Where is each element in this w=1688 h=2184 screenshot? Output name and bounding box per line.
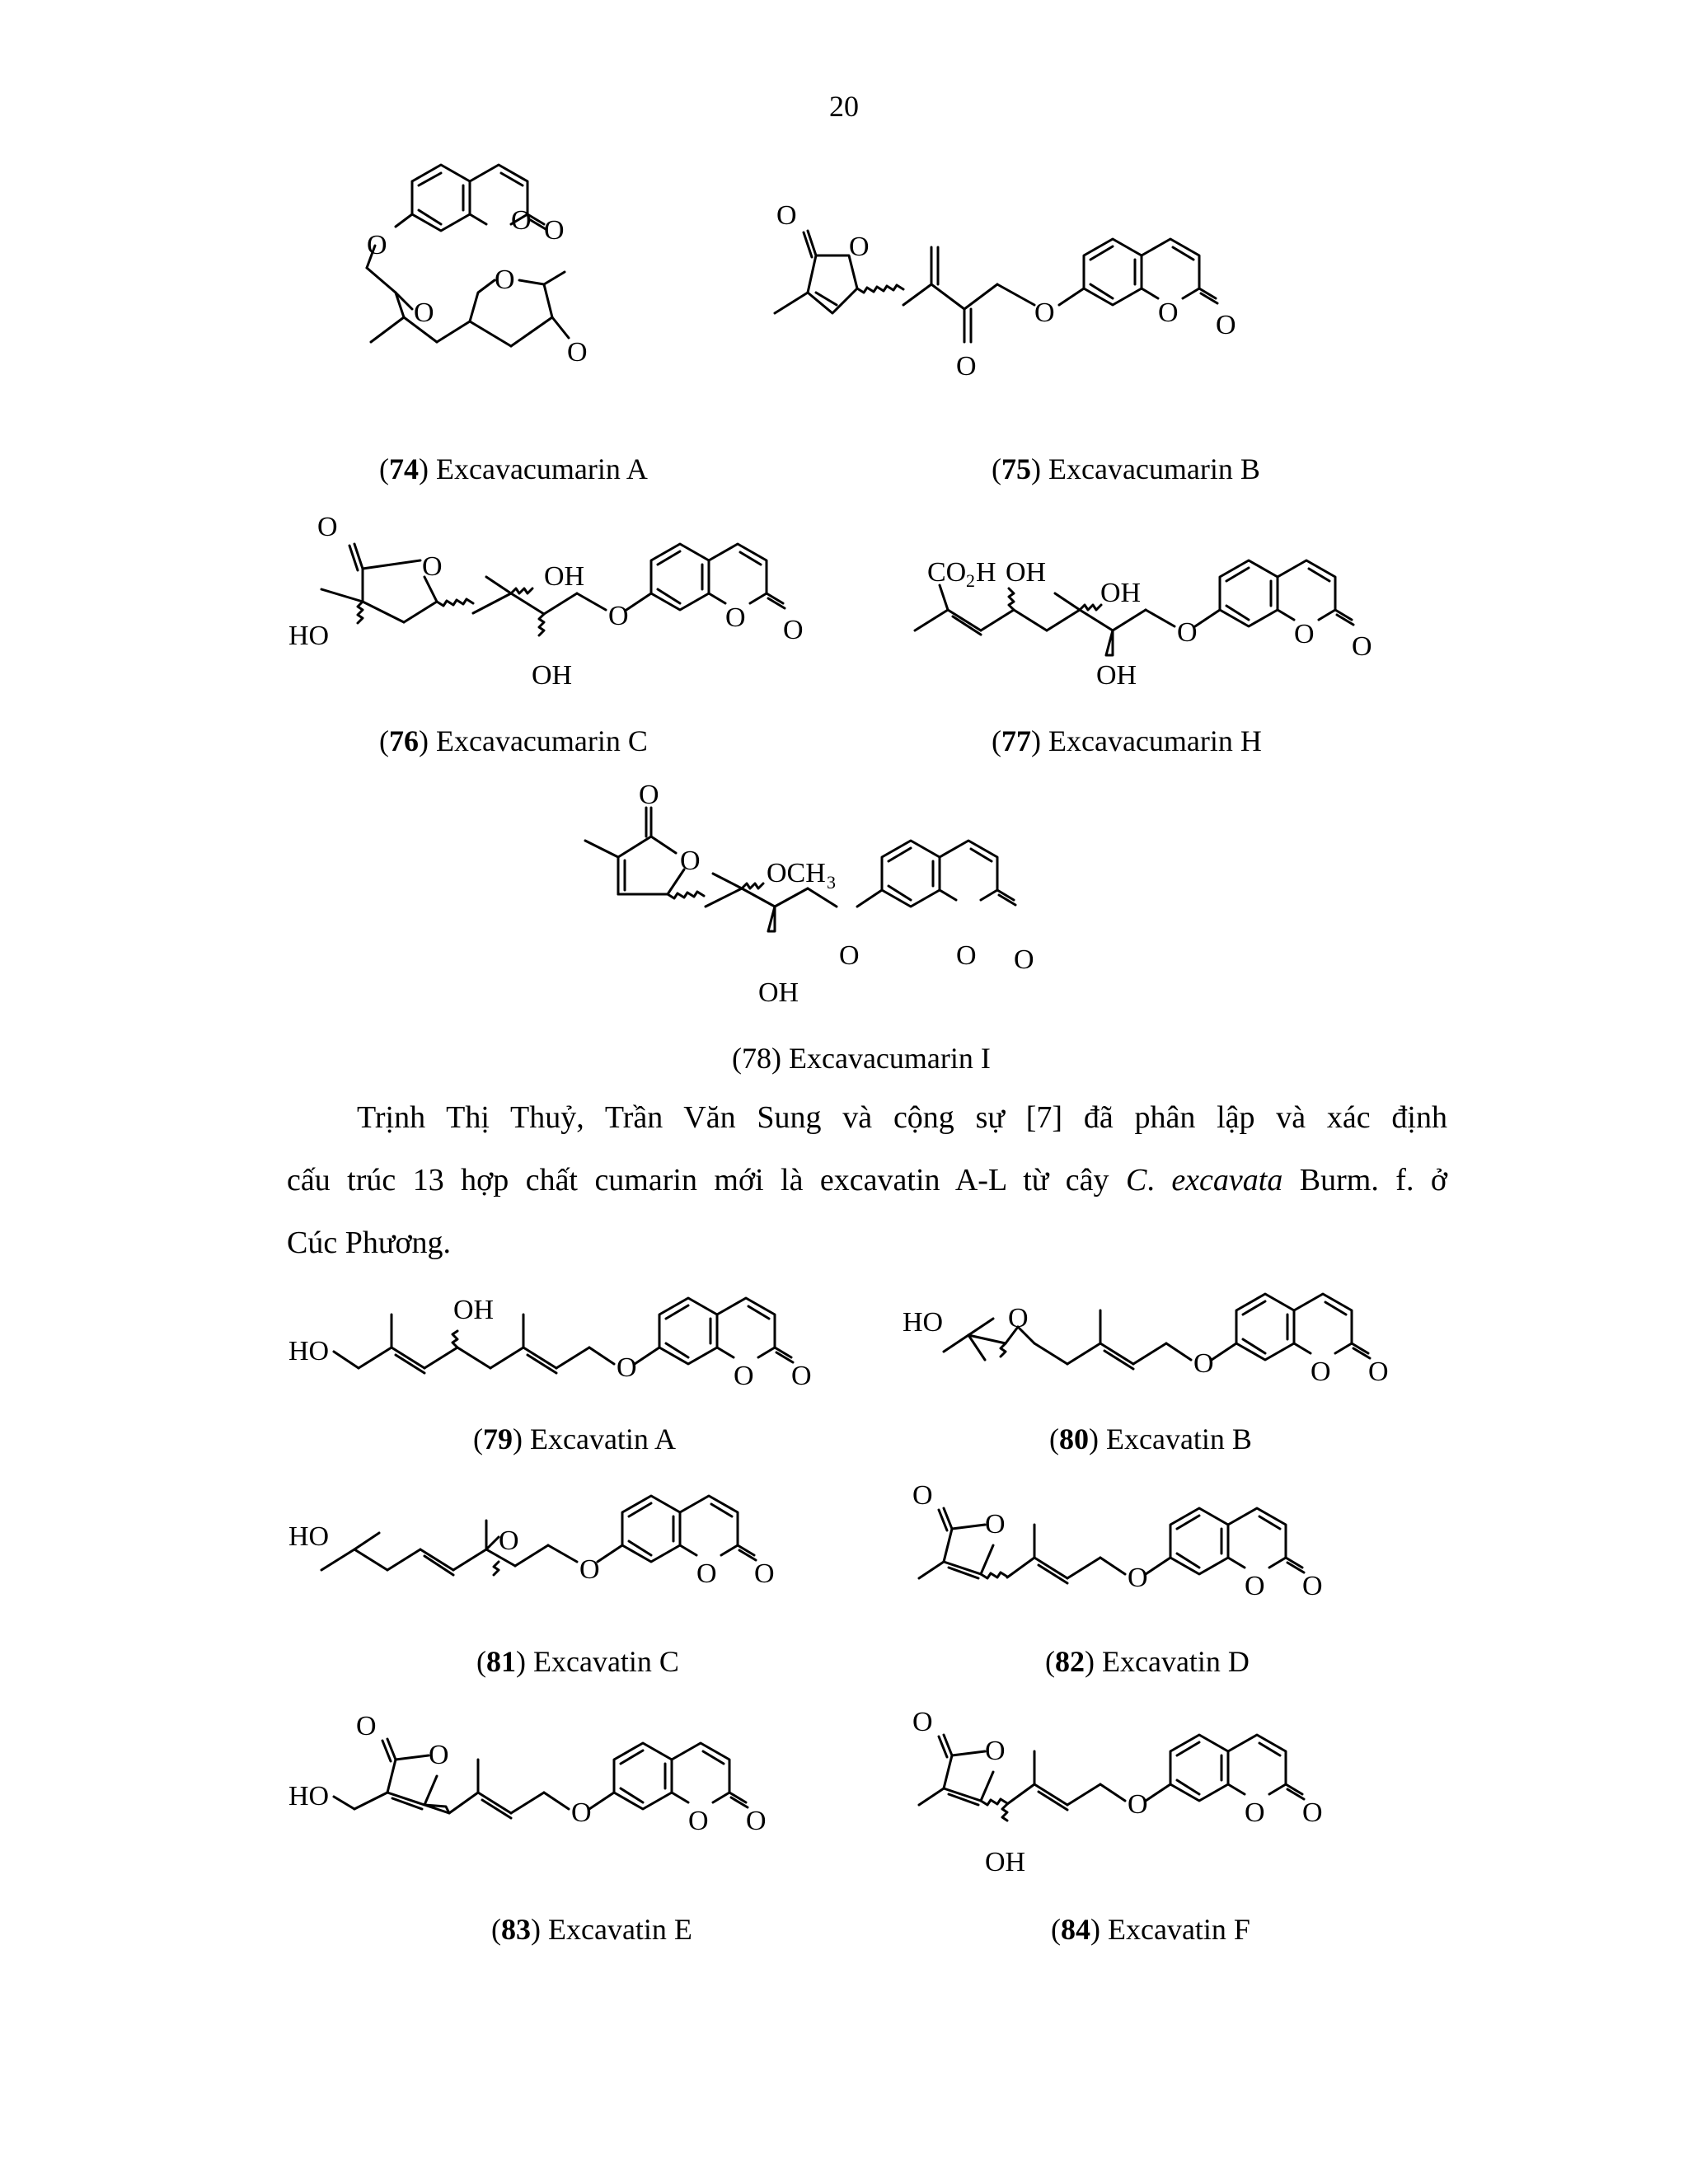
svg-text:3: 3 <box>827 872 836 893</box>
caption-81: (81) Excavatin C <box>476 1645 679 1678</box>
structure-84 <box>903 1706 1463 1887</box>
svg-text:OH: OH <box>453 1295 495 1325</box>
svg-text:OH: OH <box>1096 660 1137 691</box>
body-paragraph: Trịnh Thị Thuỷ, Trần Văn Sung và cộng sự [7] đã phân lập và xác định cấu trúc 13 hợp chất cumarin mới là excavatin A-L từ cây C. excavata Burm. f. ở Cúc Phương. <box>287 1100 1447 1260</box>
svg-text:O: O <box>985 1509 1006 1540</box>
structure-77 <box>898 536 1459 701</box>
svg-text:O: O <box>956 940 977 971</box>
svg-text:O: O <box>1245 1571 1265 1601</box>
svg-text:O: O <box>511 205 532 236</box>
svg-text:O: O <box>1302 1571 1323 1601</box>
svg-text:O: O <box>617 1352 637 1383</box>
svg-text:O: O <box>776 200 797 231</box>
structure-74 <box>346 148 659 420</box>
svg-text:2: 2 <box>966 570 975 591</box>
svg-text:O: O <box>725 602 746 633</box>
svg-text:O: O <box>1302 1797 1323 1828</box>
svg-text:HO: HO <box>288 1336 330 1366</box>
svg-text:O: O <box>1294 619 1315 649</box>
svg-text:O: O <box>1368 1357 1389 1387</box>
svg-text:O: O <box>567 337 588 368</box>
svg-text:O: O <box>429 1740 449 1770</box>
svg-text:O: O <box>912 1480 933 1511</box>
svg-text:O: O <box>1352 631 1372 662</box>
svg-text:O: O <box>414 298 434 328</box>
structure-78 <box>560 780 1187 1022</box>
svg-text:O: O <box>985 1736 1006 1766</box>
svg-text:O: O <box>1128 1789 1148 1820</box>
svg-text:OCH: OCH <box>767 858 826 888</box>
caption-76: (76) Excavacumarin C <box>379 724 648 757</box>
svg-text:O: O <box>783 615 804 645</box>
svg-text:H: H <box>976 557 996 588</box>
caption-80: (80) Excavatin B <box>1049 1422 1252 1455</box>
svg-text:HO: HO <box>288 621 330 651</box>
caption-82: (82) Excavatin D <box>1045 1645 1250 1678</box>
structure-81 <box>288 1500 882 1624</box>
svg-text:O: O <box>1311 1357 1331 1387</box>
svg-text:OH: OH <box>758 977 799 1008</box>
page-number: 20 <box>829 90 859 123</box>
structure-76 <box>288 511 882 701</box>
svg-text:O: O <box>839 940 860 971</box>
svg-text:CO: CO <box>927 557 967 588</box>
svg-text:O: O <box>1245 1797 1265 1828</box>
svg-text:O: O <box>746 1806 767 1836</box>
svg-text:O: O <box>1193 1348 1214 1379</box>
caption-84: (84) Excavatin F <box>1051 1913 1250 1946</box>
caption-78: (78) Excavacumarin I <box>732 1042 991 1075</box>
svg-text:O: O <box>1216 310 1236 340</box>
svg-text:O: O <box>956 351 977 382</box>
svg-text:O: O <box>680 846 701 876</box>
svg-text:O: O <box>495 265 515 295</box>
svg-text:HO: HO <box>288 1521 330 1552</box>
svg-text:O: O <box>499 1526 519 1556</box>
svg-text:OH: OH <box>544 561 585 592</box>
svg-text:HO: HO <box>288 1781 330 1811</box>
structure-82 <box>903 1480 1463 1624</box>
svg-text:OH: OH <box>1100 578 1142 608</box>
svg-text:O: O <box>791 1361 812 1391</box>
svg-text:O: O <box>696 1558 717 1589</box>
svg-text:O: O <box>1128 1563 1148 1593</box>
caption-83: (83) Excavatin E <box>491 1913 692 1946</box>
svg-text:O: O <box>688 1806 709 1836</box>
svg-text:O: O <box>422 551 443 582</box>
svg-text:O: O <box>1014 944 1034 975</box>
svg-text:O: O <box>912 1707 933 1737</box>
caption-77: (77) Excavacumarin H <box>992 724 1262 757</box>
structure-80 <box>903 1286 1463 1409</box>
svg-text:OH: OH <box>532 660 573 691</box>
structure-79 <box>288 1286 882 1409</box>
structure-75 <box>758 190 1385 382</box>
svg-text:HO: HO <box>903 1307 944 1338</box>
svg-text:OH: OH <box>1006 557 1047 588</box>
caption-74: (74) Excavacumarin A <box>379 452 648 485</box>
svg-text:O: O <box>754 1558 775 1589</box>
svg-text:O: O <box>1034 298 1055 328</box>
svg-text:O: O <box>367 230 387 260</box>
svg-text:O: O <box>1177 617 1198 648</box>
svg-text:O: O <box>639 780 659 810</box>
svg-text:O: O <box>571 1797 592 1828</box>
svg-text:O: O <box>579 1554 600 1585</box>
svg-text:O: O <box>1008 1303 1029 1333</box>
svg-text:O: O <box>356 1711 377 1741</box>
svg-text:O: O <box>608 601 629 631</box>
svg-text:O: O <box>317 512 338 542</box>
structure-83 <box>288 1711 882 1854</box>
svg-text:O: O <box>544 215 565 246</box>
caption-79: (79) Excavatin A <box>473 1422 676 1455</box>
svg-text:O: O <box>849 232 870 262</box>
svg-text:O: O <box>734 1361 754 1391</box>
svg-text:OH: OH <box>985 1847 1026 1877</box>
caption-75: (75) Excavacumarin B <box>992 452 1260 485</box>
svg-text:O: O <box>1158 298 1179 328</box>
